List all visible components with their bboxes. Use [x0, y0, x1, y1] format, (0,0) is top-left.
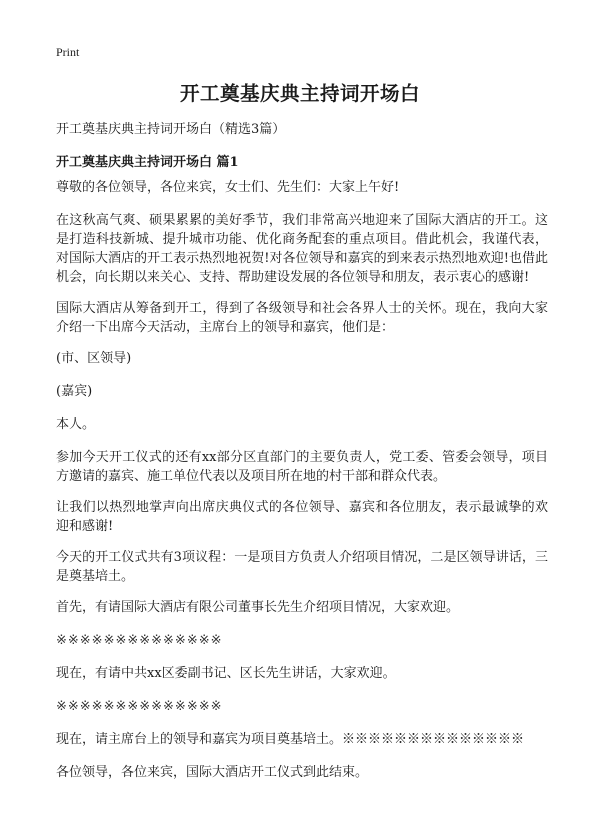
paragraph-groundbreaking: 现在，请主席台上的领导和嘉宾为项目奠基培土。※※※※※※※※※※※※※※ — [56, 732, 525, 747]
paragraph-guests: (嘉宾) — [56, 384, 93, 399]
page-title: 开工奠基庆典主持词开场白 — [179, 82, 420, 105]
paragraph-chairman: 首先，有请国际大酒店有限公司董事长先生介绍项目情况，大家欢迎。 — [56, 600, 460, 615]
paragraph-closing: 各位领导，各位来宾，国际大酒店开工仪式到此结束。 — [56, 765, 369, 780]
paragraph-applause: 让我们以热烈地掌声向出席庆典仪式的各位领导、嘉宾和各位朋友，表示最诚挚的欢迎和感谢! — [56, 500, 548, 534]
print-link[interactable]: Print — [56, 45, 80, 59]
section-heading: 开工奠基庆典主持词开场白 篇1 — [56, 155, 239, 170]
paragraph-welcome: 在这秋高气爽、硕果累累的美好季节，我们非常高兴地迎来了国际大酒店的开工。这是打造科技新城、提升城市功能、优化商务配套的重点项目。借此机会，我谨代表，对国际大酒店的开工表示热烈地祝贺!对各位领导和嘉宾的到来表示热烈地欢迎!也借此机会，向长期以来关心、支持、帮助建设发展的各位领导和朋友，表示衷心的感谢! — [56, 213, 548, 285]
paragraph-city-leaders: (市、区领导) — [56, 351, 132, 366]
divider-2: ※※※※※※※※※※※※※※ — [56, 699, 223, 714]
document-subtitle: 开工奠基庆典主持词开场白（精选3篇） — [56, 122, 286, 137]
paragraph-agenda: 今天的开工仪式共有3项议程：一是项目方负责人介绍项目情况，二是区领导讲话，三是奠基培土。 — [56, 550, 548, 584]
paragraph-district-mayor: 现在，有请中共xx区委副书记、区长先生讲话，大家欢迎。 — [56, 666, 396, 681]
paragraph-attendees: 参加今天开工仪式的还有xx部分区直部门的主要负责人，党工委、管委会领导，项目方邀请的嘉宾、施工单位代表以及项目所在地的村干部和群众代表。 — [56, 450, 548, 484]
paragraph-greeting: 尊敬的各位领导，各位来宾，女士们、先生们：大家上午好! — [56, 180, 400, 195]
paragraph-self: 本人。 — [56, 417, 96, 432]
divider-1: ※※※※※※※※※※※※※※ — [56, 633, 223, 648]
paragraph-introduction: 国际大酒店从筹备到开工，得到了各级领导和社会各界人士的关怀。现在，我向大家介绍一下出席今天活动，主席台上的领导和嘉宾，他们是： — [56, 301, 548, 335]
document-body — [56, 178, 548, 796]
